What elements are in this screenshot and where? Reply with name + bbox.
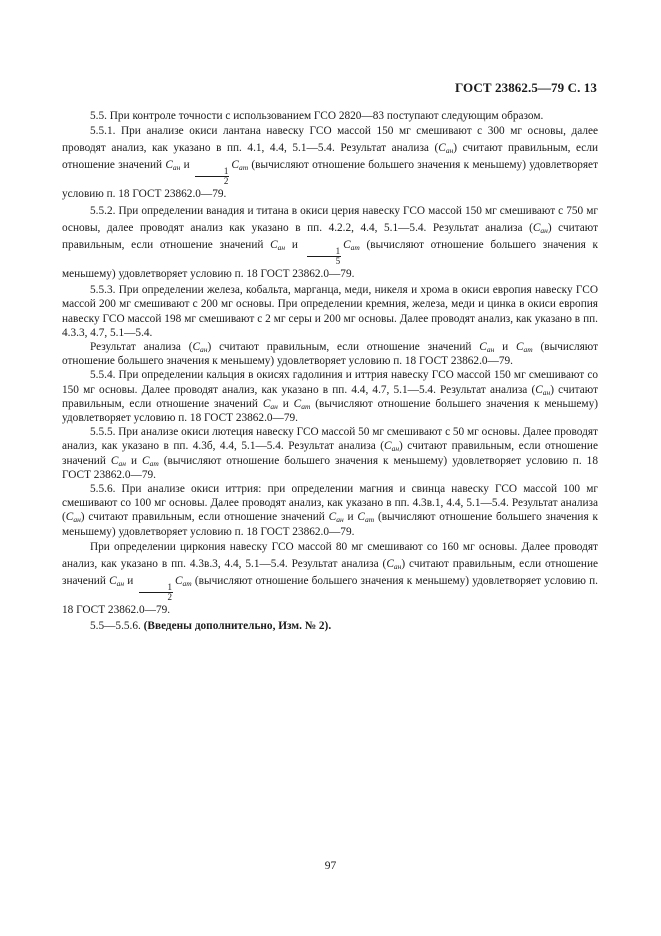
paragraph-5-5-2: 5.5.2. При определении ванадия и титана в окиси церия навеску ГСО массой 150 мг смешивают с 750 мг основы, далее проводят анализ как указано в пп. 4.2.2, 4.4, 5.1—5.4. Результат анализа $(C_{ан})$ считают правильным, если отношение значений $C_{ан}$ и $\frac{1}{5}$ $C_{ат}$ (вычисляют отношение большего значения к меньшему) удовлетворяет условию п. 18 ГОСТ 23862.0—79. (62, 205, 599, 281)
symbol-c-at: $C_{ат}$ (515, 341, 533, 355)
symbol-c-an: $C_{ан}$ (384, 440, 400, 454)
symbol-c-at: $C_{ат}$ (231, 159, 249, 173)
symbol-c-an: $C_{ан}$ (532, 222, 548, 236)
fraction-one-half: $\frac{1}{2}$ (139, 583, 174, 602)
symbol-c-an: $C_{ан}$ (165, 159, 181, 173)
symbol-c-at: $C_{ат}$ (175, 574, 192, 588)
symbol-c-an: $C_{ан}$ (262, 397, 278, 411)
paragraph-5-5: 5.5. При контроле точности с использованием ГСО 2820—83 поступают следующим образом. (90, 110, 544, 122)
page-body (62, 109, 598, 633)
symbol-c-an: $C_{ан}$ (192, 341, 208, 355)
symbol-c-an: $C_{ан}$ (110, 454, 126, 468)
paragraph-5-5-1: 5.5.1. При анализе окиси лантана навеску ГСО массой 150 мг смешивают с 300 мг основы, далее проводят анализ, как указано в пп. 4.1, 4.4, 5.1—5.4. Результат анализа $(C_{ан})$ считают правильным, если отношение значений $C_{ан}$ и $\frac{1}{2}$ $C_{ат}$ (вычисляют отношение большего значения к меньшему) удовлетворяет условию п. 18 ГОСТ 23862.0—79. (62, 125, 599, 201)
fraction-one-half: $\frac{1}{2}$ (195, 167, 230, 186)
symbol-c-an: $C_{ан}$ (65, 511, 81, 525)
symbol-c-an: $C_{ан}$ (386, 557, 402, 571)
paragraph-5-5-3-result: Результат анализа $(C_{ан})$ считают правильным, если отношение значений $C_{ан}$ и $C_{ат}$ (вычисляют отношение большего значения к меньшему) удовлетворяет условию п. 18 ГОСТ 23862.0—79. (62, 341, 598, 368)
running-header: ГОСТ 23862.5—79 С. 13 (454, 80, 597, 95)
symbol-c-at: $C_{ат}$ (357, 511, 375, 525)
symbol-c-an: $C_{ан}$ (270, 239, 286, 253)
paragraph-zirconium: При определении циркония навеску ГСО массой 80 мг смешивают со 160 мг основы. Далее проводят анализ, как указано в пп. 4.3в.3, 4.4, 5.1—5.4. Результат анализа $(C_{ан})$ считают правильным, если отношение значений $C_{ан}$ и $\frac{1}{2}$ $C_{ат}$ (вычисляют отношение большего значения к меньшему) удовлетворяет условию п. 18 ГОСТ 23862.0—79. (62, 540, 599, 616)
symbol-c-an: $C_{ан}$ (438, 142, 454, 156)
paragraph-5-5-6: 5.5.6. При анализе окиси иттрия: при определении магния и свинца навеску ГСО массой 100 мг смешивают со 100 мг основы. Далее проводят анализ, как указано в пп. 4.3в.1, 4.4, 5.1—5.4. Результат анализа $(C_{ан})$ считают правильным, если отношение значений $C_{ан}$ и $C_{ат}$ (вычисляют отношение большего значения к меньшему) удовлетворяет условию п. 18 ГОСТ 23862.0—79. (62, 483, 598, 538)
paragraph-5-5-4: 5.5.4. При определении кальция в окисях гадолиния и иттрия навеску ГСО массой 150 мг смешивают со 150 мг основы. Далее проводят анализ, как указано в пп. 4.4, 4.7, 5.1—5.4. Результат анализа $(C_{ан})$ считают правильным, если отношение значений $C_{ан}$ и $C_{ат}$ (вычисляют отношение большего значения к меньшему) удовлетворяет условию п. 18 ГОСТ 23862.0—79. (62, 369, 598, 425)
page-number: 97 (324, 860, 337, 872)
symbol-c-at: $C_{ат}$ (142, 454, 159, 468)
symbol-c-at: $C_{ат}$ (343, 239, 360, 253)
amendment-label: (Введены дополнительно, Изм. № 2). (143, 619, 332, 632)
amendment-note: 5.5—5.5.6. (Введены дополнительно, Изм. № 2). (90, 619, 332, 632)
symbol-c-an: $C_{ан}$ (328, 511, 344, 525)
symbol-c-an: $C_{ан}$ (535, 383, 551, 397)
symbol-c-an: $C_{ан}$ (479, 341, 495, 355)
paragraph-5-5-5: 5.5.5. При анализе окиси лютеция навеску ГСО массой 50 мг смешивают с 50 мг основы. Далее проводят анализ, как указано в пп. 4.3б, 4.4, 5.1—5.4. Результат анализа $(C_{ан})$ считают правильным, если отношение значений $C_{ан}$ и $C_{ат}$ (вычисляют отношение большего значения к меньшему) удовлетворяет условию п. 18 ГОСТ 23862.0—79. (62, 426, 598, 481)
symbol-c-an: $C_{ан}$ (109, 574, 125, 588)
paragraph-5-5-3: 5.5.3. При определении железа, кобальта, марганца, меди, никеля и хрома в окиси европия навеску ГСО массой 200 мг смешивают с 200 мг основы. При определении кремния, железа, меди и цинка в окиси европия навеску ГСО массой 198 мг смешивают с 2 мг серы и 200 мг основы. Далее проводят анализ, как указано в пп. 4.3.3, 4.7, 5.1—5.4. (62, 284, 598, 339)
symbol-c-at: $C_{ат}$ (293, 397, 311, 411)
fraction-one-fifth: $\frac{1}{5}$ (307, 247, 342, 266)
